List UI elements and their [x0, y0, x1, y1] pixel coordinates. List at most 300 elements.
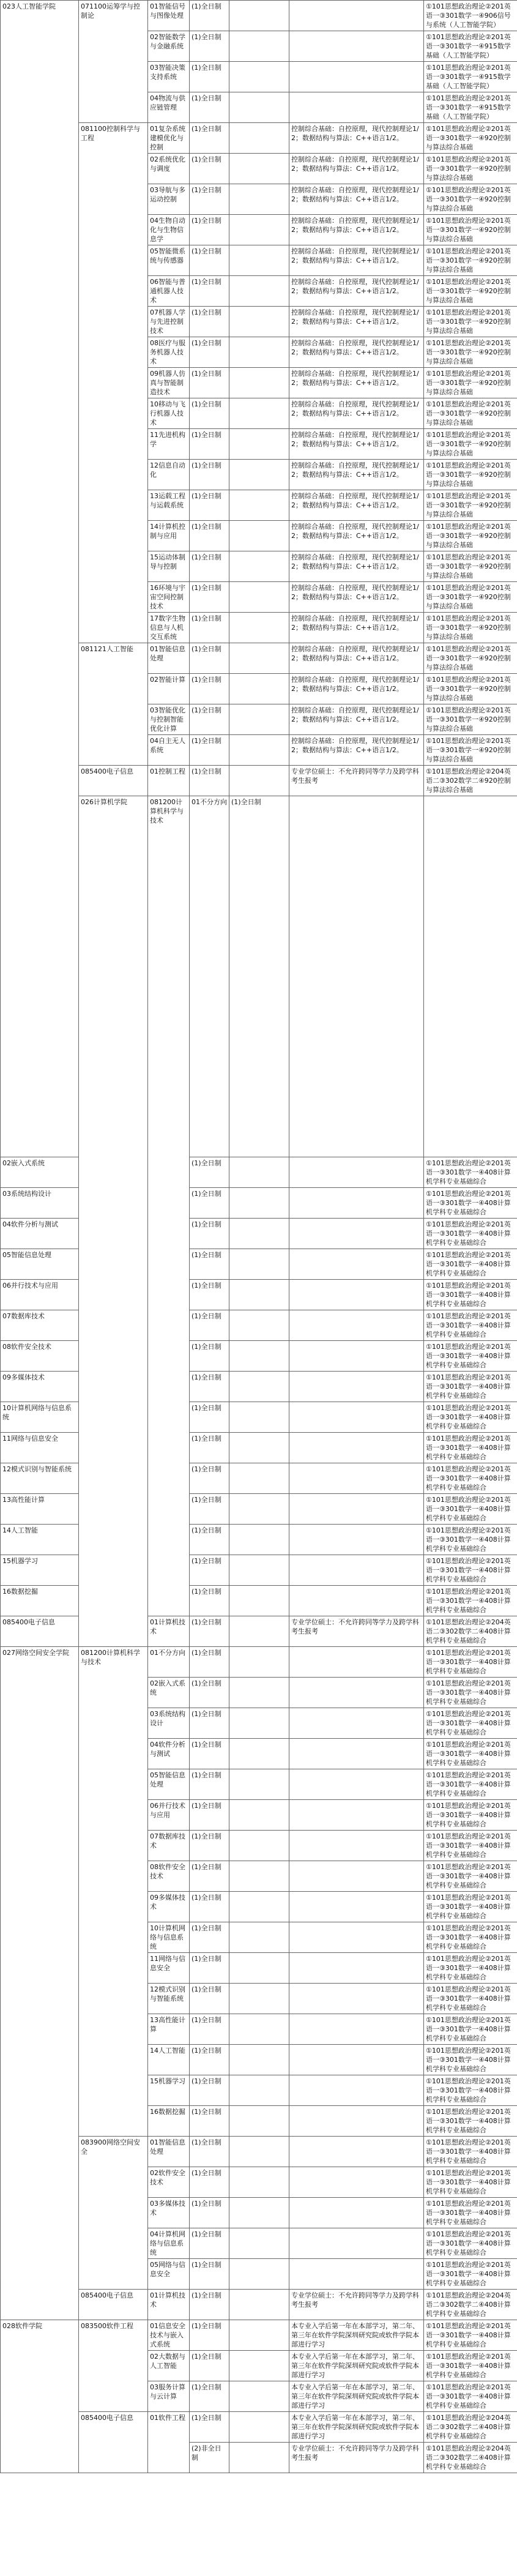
exam-subjects-cell: ①101思想政治理论②201英语一③301数学一④408计算机学科专业基础综合	[424, 1892, 517, 1922]
notes-cell	[229, 2320, 289, 2351]
notes-cell	[229, 2014, 289, 2045]
study-mode-cell: (1)全日制	[190, 307, 229, 337]
study-mode-cell: (1)全日制	[190, 2351, 229, 2381]
exam-subjects-cell: ①101思想政治理论②201英语一③301数学一④408计算机学科专业基础综合	[424, 1861, 517, 1892]
study-mode-cell: (1)全日制	[190, 1433, 229, 1463]
notes-cell	[229, 154, 289, 184]
notes-cell	[229, 1861, 289, 1892]
remarks-cell	[289, 1647, 424, 1678]
exam-subjects-cell: ①101思想政治理论②201英语一③301数学一④920控制与算法综合基础	[424, 245, 517, 276]
exam-subjects-cell: ①101思想政治理论②201英语一③301数学一④408计算机学科专业基础综合	[424, 2014, 517, 2045]
notes-cell	[229, 1800, 289, 1831]
exam-subjects-cell: ①101思想政治理论②201英语一③301数学一④408计算机学科专业基础综合	[424, 1188, 517, 1219]
exam-subjects-cell: ①101思想政治理论②201英语一③301数学一④920控制与算法综合基础	[424, 582, 517, 613]
notes-cell	[229, 1433, 289, 1463]
notes-cell	[229, 1, 289, 31]
major-cell: 081200计算机科学与技术	[79, 1647, 148, 2137]
direction-cell: 16数据挖掘	[148, 2106, 190, 2137]
study-mode-cell: (1)全日制	[190, 582, 229, 613]
remarks-cell	[289, 1739, 424, 1769]
direction-cell: 08软件安全技术	[1, 1341, 79, 1372]
direction-cell: 01复杂系统建模优化与控制	[148, 123, 190, 154]
direction-cell: 03系统结构设计	[148, 1708, 190, 1739]
remarks-cell	[289, 1463, 424, 1494]
study-mode-cell: (1)全日制	[190, 2228, 229, 2259]
study-mode-cell: (1)全日制	[190, 1249, 229, 1280]
exam-subjects-cell: ①101思想政治理论②201英语一③301数学一④408计算机学科专业基础综合	[424, 1525, 517, 1555]
table-row	[1, 1372, 517, 1402]
table-row	[1, 1525, 517, 1555]
study-mode-cell: (1)全日制	[190, 1708, 229, 1739]
study-mode-cell: (1)全日制	[190, 551, 229, 582]
remarks-cell: 本专业入学后第一年在本部学习，第二年、第三年在软件学院深圳研究院或软件学院本部进行学习	[289, 2381, 424, 2412]
study-mode-cell: (1)全日制	[190, 1739, 229, 1769]
remarks-cell	[289, 1310, 424, 1341]
remarks-cell	[289, 1280, 424, 1310]
remarks-cell: 控制综合基础：自控原理，现代控制理论1/2；数据结构与算法：C++语言1/2。	[289, 735, 424, 766]
direction-cell: 06并行技术与应用	[148, 1800, 190, 1831]
notes-cell	[229, 1188, 289, 1219]
notes-cell	[229, 1953, 289, 1984]
table-row	[1, 1494, 517, 1525]
remarks-cell	[289, 2167, 424, 2198]
remarks-cell	[289, 1402, 424, 1433]
study-mode-cell: (1)全日制	[190, 276, 229, 307]
exam-subjects-cell: ①101思想政治理论②201英语一③301数学一④408计算机学科专业基础综合	[424, 1157, 517, 1188]
notes-cell	[229, 1769, 289, 1800]
direction-cell: 01不分方向	[190, 796, 229, 1157]
remarks-cell: 控制综合基础：自控原理，现代控制理论1/2；数据结构与算法：C++语言1/2。	[289, 551, 424, 582]
study-mode-cell: (1)全日制	[190, 1402, 229, 1433]
table-row	[1, 1555, 517, 1586]
table-row	[1, 2320, 517, 2351]
direction-cell: 04软件分析与测试	[1, 1219, 79, 1249]
remarks-cell: 控制综合基础：自控原理，现代控制理论1/2；数据结构与算法：C++语言1/2。	[289, 307, 424, 337]
notes-cell	[229, 1831, 289, 1861]
direction-cell: 02大数据与人工智能	[148, 2351, 190, 2381]
remarks-cell: 控制综合基础：自控原理，现代控制理论1/2；数据结构与算法：C++语言1/2。	[289, 398, 424, 429]
exam-subjects-cell: ①101思想政治理论②201英语一③301数学一④408计算机学科专业基础综合	[424, 2137, 517, 2167]
notes-cell	[229, 613, 289, 643]
notes-cell	[289, 796, 424, 1157]
study-mode-cell: (1)全日制	[190, 490, 229, 521]
study-mode-cell: (1)全日制	[190, 429, 229, 460]
exam-subjects-cell: ①101思想政治理论②201英语一③301数学一④920控制与算法综合基础	[424, 704, 517, 735]
exam-subjects-cell: ①101思想政治理论②201英语一③301数学一④408计算机学科专业基础综合	[424, 1800, 517, 1831]
study-mode-cell: (1)全日制	[190, 1494, 229, 1525]
table-row	[1, 1463, 517, 1494]
study-mode-cell: (1)全日制	[190, 2075, 229, 2106]
exam-subjects-cell: ①101思想政治理论②201英语一③301数学一④408计算机学科专业基础综合	[424, 1953, 517, 1984]
exam-subjects-cell: ①101思想政治理论②204英语二③302数学二④408计算机学科专业基础综合	[424, 2412, 517, 2443]
study-mode-cell: (1)全日制	[190, 1525, 229, 1555]
study-mode-cell: (1)全日制	[190, 674, 229, 704]
exam-subjects-cell: ①101思想政治理论②201英语一③301数学一④915数学基础（人工智能学院）	[424, 31, 517, 62]
remarks-cell: 控制综合基础：自控原理，现代控制理论1/2；数据结构与算法：C++语言1/2。	[289, 184, 424, 215]
table-row	[1, 1647, 517, 1678]
exam-subjects-cell: ①101思想政治理论②201英语一③301数学一④408计算机学科专业基础综合	[424, 1984, 517, 2014]
remarks-cell: 控制综合基础：自控原理，现代控制理论1/2；数据结构与算法：C++语言1/2。	[289, 337, 424, 368]
exam-subjects-cell: ①101思想政治理论②201英语一③301数学一④920控制与算法综合基础	[424, 674, 517, 704]
exam-subjects-cell: ①101思想政治理论②201英语一③301数学一④920控制与算法综合基础	[424, 398, 517, 429]
notes-cell	[229, 62, 289, 92]
remarks-cell: 控制综合基础：自控原理，现代控制理论1/2；数据结构与算法：C++语言1/2。	[289, 643, 424, 674]
study-mode-cell: (1)全日制	[190, 460, 229, 490]
study-mode-cell: (1)全日制	[190, 2014, 229, 2045]
direction-cell: 02智能数学与金融系统	[148, 31, 190, 62]
study-mode-cell: (1)全日制	[190, 1555, 229, 1586]
remarks-cell: 控制综合基础：自控原理，现代控制理论1/2；数据结构与算法：C++语言1/2。	[289, 582, 424, 613]
remarks-cell: 本专业入学后第一年在本部学习，第二年、第三年在软件学院深圳研究院或软件学院本部进行学习	[289, 2412, 424, 2443]
table-row	[1, 1, 517, 31]
remarks-cell: 控制综合基础：自控原理，现代控制理论1/2；数据结构与算法：C++语言1/2。	[289, 704, 424, 735]
exam-subjects-cell: ①101思想政治理论②201英语一③301数学一④920控制与算法综合基础	[424, 337, 517, 368]
major-cell: 081121人工智能	[79, 643, 148, 766]
remarks-cell	[289, 2198, 424, 2228]
remarks-cell	[289, 1769, 424, 1800]
notes-cell	[229, 704, 289, 735]
notes-cell	[229, 1310, 289, 1341]
remarks-cell: 控制综合基础：自控原理，现代控制理论1/2；数据结构与算法：C++语言1/2。	[289, 460, 424, 490]
direction-cell: 05智能信息处理	[1, 1249, 79, 1280]
notes-cell	[229, 735, 289, 766]
notes-cell	[229, 1157, 289, 1188]
college-cell: 028软件学院	[1, 2320, 79, 2473]
study-mode-cell: (1)全日制	[190, 154, 229, 184]
direction-cell: 01智能信息处理	[148, 2137, 190, 2167]
direction-cell: 02软件安全技术	[148, 2167, 190, 2198]
notes-cell	[229, 2351, 289, 2381]
notes-cell	[229, 1494, 289, 1525]
remarks-cell	[289, 1678, 424, 1708]
study-mode-cell: (1)全日制	[190, 1647, 229, 1678]
table-row	[1, 1433, 517, 1463]
major-cell: 071100运筹学与控制论	[79, 1, 148, 123]
remarks-cell	[289, 2259, 424, 2290]
study-mode-cell: (1)全日制	[190, 1616, 229, 1647]
exam-subjects-cell: ①101思想政治理论②201英语一③301数学一④408计算机学科专业基础综合	[424, 1372, 517, 1402]
exam-subjects-cell: ①101思想政治理论②201英语一③301数学一④408计算机学科专业基础综合	[424, 2351, 517, 2381]
direction-cell: 06并行技术与应用	[1, 1280, 79, 1310]
major-cell: 085400电子信息	[79, 766, 148, 796]
study-mode-cell: (1)全日制	[190, 2381, 229, 2412]
direction-cell: 03系统结构设计	[1, 1188, 79, 1219]
study-mode-cell: (1)全日制	[190, 1, 229, 31]
exam-subjects-cell: ①101思想政治理论②201英语一③301数学一④920控制与算法综合基础	[424, 368, 517, 398]
notes-cell	[229, 1555, 289, 1586]
notes-cell	[229, 337, 289, 368]
study-mode-cell: (1)全日制	[190, 1892, 229, 1922]
study-mode-cell: (1)全日制	[190, 1953, 229, 1984]
exam-subjects-cell: ①101思想政治理论②201英语一③301数学一④408计算机学科专业基础综合	[424, 2106, 517, 2137]
exam-subjects-cell: ①101思想政治理论②204英语二③302数学二④920控制与算法综合基础	[424, 766, 517, 796]
exam-subjects-cell: ①101思想政治理论②201英语一③301数学一④408计算机学科专业基础综合	[424, 2228, 517, 2259]
remarks-cell	[289, 1831, 424, 1861]
direction-cell: 08软件安全技术	[148, 1861, 190, 1892]
exam-subjects-cell: ①101思想政治理论②201英语一③301数学一④920控制与算法综合基础	[424, 551, 517, 582]
direction-cell: 16环境与宇宙空间控制技术	[148, 582, 190, 613]
study-mode-cell: (1)全日制	[190, 184, 229, 215]
direction-cell: 03服务计算与云计算	[148, 2381, 190, 2412]
notes-cell	[229, 1586, 289, 1616]
exam-subjects-cell: ①101思想政治理论②201英语一③301数学一④408计算机学科专业基础综合	[424, 1494, 517, 1525]
notes-cell	[229, 1892, 289, 1922]
direction-cell: 03导航与多运动控制	[148, 184, 190, 215]
direction-cell: 10移动与飞行机器人技术	[148, 398, 190, 429]
remarks-cell: 专业学位硕士：不允许跨同等学力及跨学科考生报考	[289, 1616, 424, 1647]
remarks-cell: 控制综合基础：自控原理，现代控制理论1/2；数据结构与算法：C++语言1/2。	[289, 490, 424, 521]
remarks-cell	[289, 1586, 424, 1616]
exam-subjects-cell: ①101思想政治理论②201英语一③301数学一④906信号与系统（人工智能学院）	[424, 1, 517, 31]
notes-cell	[229, 368, 289, 398]
notes-cell	[229, 2106, 289, 2137]
exam-subjects-cell: ①101思想政治理论②204英语二③302数学二④408计算机学科专业基础综合	[424, 1616, 517, 1647]
notes-cell	[229, 766, 289, 796]
study-mode-cell: (1)全日制	[190, 368, 229, 398]
direction-cell: 09多媒体技术	[148, 1892, 190, 1922]
direction-cell: 02系统优化与调度	[148, 154, 190, 184]
notes-cell	[229, 2045, 289, 2075]
remarks-cell	[289, 1249, 424, 1280]
notes-cell	[229, 1219, 289, 1249]
table-row	[1, 1310, 517, 1341]
remarks-cell: 控制综合基础：自控原理，现代控制理论1/2；数据结构与算法：C++语言1/2。	[289, 245, 424, 276]
remarks-cell	[289, 1922, 424, 1953]
study-mode-cell: (1)全日制	[229, 796, 289, 1157]
notes-cell	[229, 2259, 289, 2290]
direction-cell: 07数据库技术	[1, 1310, 79, 1341]
notes-cell	[229, 1739, 289, 1769]
notes-cell	[229, 1341, 289, 1372]
remarks-cell	[289, 1494, 424, 1525]
study-mode-cell: (1)全日制	[190, 1861, 229, 1892]
direction-cell: 08医疗与服务机器人技术	[148, 337, 190, 368]
study-mode-cell: (1)全日制	[190, 1922, 229, 1953]
exam-subjects-cell: ①101思想政治理论②201英语一③301数学一④408计算机学科专业基础综合	[424, 2167, 517, 2198]
study-mode-cell: (1)全日制	[190, 735, 229, 766]
direction-cell: 14人工智能	[148, 2045, 190, 2075]
exam-subjects-cell: ①101思想政治理论②204英语二③302数学二④408计算机学科专业基础综合	[424, 2290, 517, 2320]
direction-cell: 14人工智能	[1, 1525, 79, 1555]
direction-cell: 11网络与信息安全	[148, 1953, 190, 1984]
notes-cell	[229, 276, 289, 307]
direction-cell: 01计算机技术	[148, 1616, 190, 1647]
remarks-cell: 控制综合基础：自控原理，现代控制理论1/2；数据结构与算法：C++语言1/2。	[289, 368, 424, 398]
exam-subjects-cell: ①101思想政治理论②201英语一③301数学一④408计算机学科专业基础综合	[424, 1831, 517, 1861]
study-mode-cell: (1)全日制	[190, 62, 229, 92]
study-mode-cell: (1)全日制	[190, 1341, 229, 1372]
study-mode-cell: (1)全日制	[190, 1280, 229, 1310]
major-cell: 083500软件工程	[79, 2320, 148, 2412]
notes-cell	[229, 2198, 289, 2228]
direction-cell: 05网络与信息安全	[148, 2259, 190, 2290]
exam-subjects-cell: ①101思想政治理论②201英语一③301数学一④408计算机学科专业基础综合	[424, 1219, 517, 1249]
study-mode-cell: (1)全日制	[190, 1984, 229, 2014]
remarks-cell: 专业学位硕士：不允许跨同等学力及跨学科考生报考	[289, 766, 424, 796]
direction-cell: 10计算机网络与信息系统	[1, 1402, 79, 1433]
notes-cell	[229, 1280, 289, 1310]
remarks-cell	[289, 92, 424, 123]
study-mode-cell: (2)非全日制	[190, 2443, 229, 2473]
major-cell: 081200计算机科学与技术	[148, 796, 190, 1616]
exam-subjects-cell: ①101思想政治理论②201英语一③301数学一④408计算机学科专业基础综合	[424, 1280, 517, 1310]
college-cell: 023人工智能学院	[1, 1, 79, 1157]
notes-cell	[229, 123, 289, 154]
remarks-cell: 控制综合基础：自控原理，现代控制理论1/2；数据结构与算法：C++语言1/2。	[289, 276, 424, 307]
study-mode-cell: (1)全日制	[190, 1310, 229, 1341]
remarks-cell	[289, 2137, 424, 2167]
notes-cell	[229, 1616, 289, 1647]
remarks-cell	[424, 796, 517, 1157]
study-mode-cell: (1)全日制	[190, 92, 229, 123]
study-mode-cell: (1)全日制	[190, 398, 229, 429]
direction-cell: 15运动体制导与控制	[148, 551, 190, 582]
direction-cell: 04生物自动化与生物信息学	[148, 215, 190, 245]
remarks-cell	[289, 2228, 424, 2259]
exam-subjects-cell: ①101思想政治理论②201英语一③301数学一④408计算机学科专业基础综合	[424, 1341, 517, 1372]
direction-cell: 12信息自动化	[148, 460, 190, 490]
remarks-cell: 本专业入学后第一年在本部学习，第二年、第三年在软件学院深圳研究院或软件学院本部进行学习	[289, 2320, 424, 2351]
college-cell: 026计算机学院	[79, 796, 148, 1647]
study-mode-cell: (1)全日制	[190, 2320, 229, 2351]
remarks-cell	[289, 1219, 424, 1249]
exam-subjects-cell: ①101思想政治理论②201英语一③301数学一④408计算机学科专业基础综合	[424, 1402, 517, 1433]
direction-cell: 06智能与普通机器人技术	[148, 276, 190, 307]
direction-cell: 03多媒体技术	[148, 2198, 190, 2228]
remarks-cell	[289, 1708, 424, 1739]
college-cell: 027网络空间安全学院	[1, 1647, 79, 2320]
remarks-cell	[289, 1861, 424, 1892]
direction-cell: 07数据库技术	[148, 1831, 190, 1861]
direction-cell: 13运载工程与运载系统	[148, 490, 190, 521]
direction-cell: 15机器学习	[148, 2075, 190, 2106]
study-mode-cell: (1)全日制	[190, 1678, 229, 1708]
table-row	[1, 1616, 517, 1647]
study-mode-cell: (1)全日制	[190, 766, 229, 796]
exam-subjects-cell: ①101思想政治理论②201英语一③301数学一④920控制与算法综合基础	[424, 276, 517, 307]
notes-cell	[229, 1402, 289, 1433]
table-row	[1, 1249, 517, 1280]
notes-cell	[229, 2290, 289, 2320]
exam-subjects-cell: ①101思想政治理论②201英语一③301数学一④920控制与算法综合基础	[424, 735, 517, 766]
exam-subjects-cell: ①101思想政治理论②201英语一③301数学一④920控制与算法综合基础	[424, 521, 517, 551]
study-mode-cell: (1)全日制	[190, 1831, 229, 1861]
direction-cell: 04计算机网络与信息系统	[148, 2228, 190, 2259]
study-mode-cell: (1)全日制	[190, 643, 229, 674]
notes-cell	[229, 215, 289, 245]
exam-subjects-cell: ①101思想政治理论②201英语一③301数学一④920控制与算法综合基础	[424, 215, 517, 245]
direction-cell: 01智能信息处理	[148, 643, 190, 674]
remarks-cell	[289, 1800, 424, 1831]
direction-cell: 01信息安全技术与嵌入式系统	[148, 2320, 190, 2351]
study-mode-cell: (1)全日制	[190, 2259, 229, 2290]
notes-cell	[229, 490, 289, 521]
direction-cell: 11先进机构学	[148, 429, 190, 460]
major-cell: 083900网络空间安全	[79, 2137, 148, 2290]
remarks-cell	[289, 2014, 424, 2045]
notes-cell	[229, 31, 289, 62]
direction-cell: 09机器人仿真与智能制造技术	[148, 368, 190, 398]
notes-cell	[229, 2075, 289, 2106]
notes-cell	[229, 1678, 289, 1708]
study-mode-cell: (1)全日制	[190, 1800, 229, 1831]
exam-subjects-cell: ①101思想政治理论②201英语一③301数学一④915数学基础（人工智能学院）	[424, 62, 517, 92]
notes-cell	[229, 2381, 289, 2412]
major-cell: 085400电子信息	[79, 2290, 148, 2320]
table-row	[1, 1402, 517, 1433]
study-mode-cell: (1)全日制	[190, 215, 229, 245]
study-mode-cell: (1)全日制	[190, 1372, 229, 1402]
remarks-cell	[289, 1188, 424, 1219]
study-mode-cell: (1)全日制	[190, 2137, 229, 2167]
table-row	[1, 1219, 517, 1249]
direction-cell: 04物流与供应链管理	[148, 92, 190, 123]
exam-subjects-cell: ①101思想政治理论②201英语一③301数学一④408计算机学科专业基础综合	[424, 1769, 517, 1800]
exam-subjects-cell: ①101思想政治理论②201英语一③301数学一④920控制与算法综合基础	[424, 460, 517, 490]
remarks-cell	[289, 62, 424, 92]
exam-subjects-cell: ①101思想政治理论②201英语一③301数学一④408计算机学科专业基础综合	[424, 1463, 517, 1494]
direction-cell: 17数字生物信息与人机交互系统	[148, 613, 190, 643]
remarks-cell: 控制综合基础：自控原理，现代控制理论1/2；数据结构与算法：C++语言1/2。	[289, 674, 424, 704]
study-mode-cell: (1)全日制	[190, 704, 229, 735]
exam-subjects-cell: ①101思想政治理论②201英语一③301数学一④920控制与算法综合基础	[424, 613, 517, 643]
direction-cell: 03智能优化与控制智能优化计算	[148, 704, 190, 735]
study-mode-cell: (1)全日制	[190, 245, 229, 276]
study-mode-cell: (1)全日制	[190, 123, 229, 154]
table-row	[1, 1157, 517, 1188]
notes-cell	[229, 1984, 289, 2014]
direction-cell: 05智能信息处理	[148, 1769, 190, 1800]
remarks-cell: 控制综合基础：自控原理，现代控制理论1/2；数据结构与算法：C++语言1/2。	[289, 429, 424, 460]
notes-cell	[229, 674, 289, 704]
study-mode-cell: (1)全日制	[190, 2106, 229, 2137]
study-mode-cell: (1)全日制	[190, 1219, 229, 1249]
remarks-cell	[289, 1341, 424, 1372]
direction-cell: 13高性能计算	[1, 1494, 79, 1525]
exam-subjects-cell: ①101思想政治理论②201英语一③301数学一④920控制与算法综合基础	[424, 307, 517, 337]
exam-subjects-cell: ①101思想政治理论②201英语一③301数学一④408计算机学科专业基础综合	[424, 2075, 517, 2106]
direction-cell: 01软件工程	[148, 2412, 190, 2473]
notes-cell	[229, 429, 289, 460]
notes-cell	[229, 2228, 289, 2259]
exam-subjects-cell: ①101思想政治理论②201英语一③301数学一④408计算机学科专业基础综合	[424, 1249, 517, 1280]
exam-subjects-cell: ①101思想政治理论②201英语一③301数学一④408计算机学科专业基础综合	[424, 1647, 517, 1678]
notes-cell	[229, 184, 289, 215]
exam-subjects-cell: ①101思想政治理论②201英语一③301数学一④408计算机学科专业基础综合	[424, 2381, 517, 2412]
exam-subjects-cell: ①101思想政治理论②201英语一③301数学一④408计算机学科专业基础综合	[424, 1922, 517, 1953]
remarks-cell	[289, 1555, 424, 1586]
notes-cell	[229, 307, 289, 337]
remarks-cell	[289, 1, 424, 31]
major-cell: 081100控制科学与工程	[79, 123, 148, 643]
table-row	[1, 1188, 517, 1219]
direction-cell: 16数据挖掘	[1, 1586, 79, 1616]
exam-subjects-cell: ①101思想政治理论②201英语一③301数学一④408计算机学科专业基础综合	[424, 1678, 517, 1708]
remarks-cell	[289, 1953, 424, 1984]
notes-cell	[229, 2412, 289, 2443]
remarks-cell	[289, 31, 424, 62]
remarks-cell	[289, 1433, 424, 1463]
study-mode-cell: (1)全日制	[190, 2167, 229, 2198]
remarks-cell: 控制综合基础：自控原理，现代控制理论1/2；数据结构与算法：C++语言1/2。	[289, 613, 424, 643]
study-mode-cell: (1)全日制	[190, 2290, 229, 2320]
remarks-cell: 专业学位硕士：不允许跨同等学力及跨学科考生报考	[289, 2443, 424, 2473]
exam-subjects-cell: ①101思想政治理论②201英语一③301数学一④408计算机学科专业基础综合	[424, 1310, 517, 1341]
remarks-cell: 本专业入学后第一年在本部学习，第二年、第三年在软件学院深圳研究院或软件学院本部进行学习	[289, 2351, 424, 2381]
exam-subjects-cell: ①101思想政治理论②201英语一③301数学一④408计算机学科专业基础综合	[424, 1708, 517, 1739]
study-mode-cell: (1)全日制	[190, 337, 229, 368]
exam-subjects-cell: ①101思想政治理论②201英语一③301数学一④920控制与算法综合基础	[424, 643, 517, 674]
